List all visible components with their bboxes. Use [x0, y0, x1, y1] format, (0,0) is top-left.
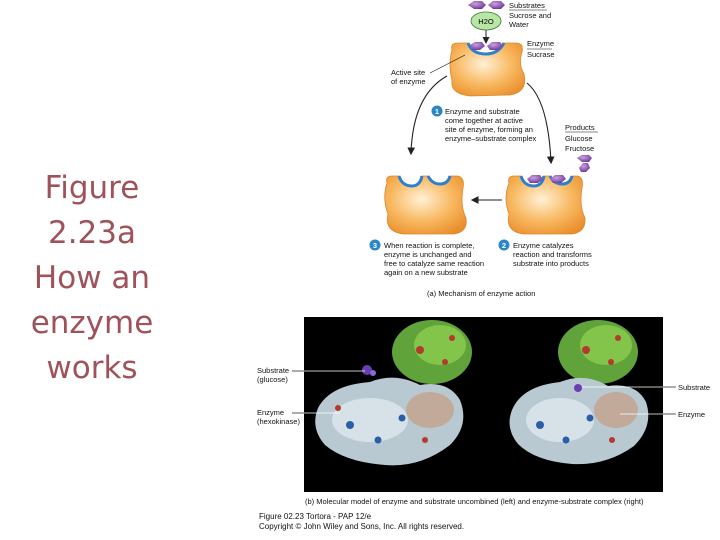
figure-credit	[259, 512, 464, 532]
active-site-label: Active site	[391, 68, 426, 77]
credit-line: Figure 02.23 Tortora - PAP 12/e	[259, 512, 372, 521]
substrate-label-right: Substrate	[678, 383, 711, 392]
substrates-line: Sucrose and	[509, 11, 552, 20]
step-text: substrate into products	[513, 259, 589, 268]
step-text: When reaction is complete,	[384, 241, 475, 250]
substrates-line: Water	[509, 20, 529, 29]
substrates-heading: Substrates	[509, 1, 545, 10]
enzyme-product-complex	[506, 175, 585, 234]
step-number: 2	[501, 241, 507, 250]
step-text: Enzyme and substrate	[445, 107, 520, 116]
slide-title-line: Figure	[44, 170, 140, 206]
step-text: enzyme–substrate complex	[445, 134, 537, 143]
panel-b-caption: (b) Molecular model of enzyme and substrate uncombined (left) and enzyme-substrate complex (right)	[305, 497, 644, 506]
substrates-icon	[468, 1, 505, 9]
products-line: Glucose	[565, 134, 593, 143]
water-label: H2O	[478, 17, 494, 26]
cycle-arrow	[411, 76, 447, 153]
step-text: enzyme is unchanged and	[384, 250, 472, 259]
products-line: Fructose	[565, 144, 595, 153]
slide-title-line: How an	[33, 260, 151, 296]
substrate-glucose-label: Substrate	[257, 366, 290, 375]
step-text: come together at active	[445, 116, 523, 125]
enzyme-label-right: Enzyme	[678, 410, 706, 419]
step-text: site of enzyme, forming an	[445, 125, 533, 134]
substrate-glucose-label: (glucose)	[257, 375, 288, 384]
products-icon	[577, 155, 592, 172]
slide-title-line: works	[46, 350, 138, 386]
step-number: 1	[434, 107, 440, 116]
enzyme-heading: Enzyme	[527, 39, 555, 48]
free-enzyme	[385, 176, 467, 234]
enzyme-name: Sucrase	[527, 50, 555, 59]
step-text: free to catalyze same reaction	[384, 259, 485, 268]
enzyme-substrate-complex	[450, 42, 525, 96]
active-site-label: of enzyme	[391, 77, 426, 86]
step-number: 3	[372, 241, 378, 250]
step-text: reaction and transforms	[513, 250, 592, 259]
enzyme-hexokinase-label: Enzyme	[257, 408, 285, 417]
panel-a-caption: (a) Mechanism of enzyme action	[427, 289, 536, 298]
step-text: again on a new substrate	[384, 268, 468, 277]
cycle-arrow	[527, 83, 551, 162]
enzyme-hexokinase-label: (hexokinase)	[257, 417, 300, 426]
credit-line: Copyright © John Wiley and Sons, Inc. All rights reserved.	[259, 522, 465, 531]
step-text: Enzyme catalyzes	[513, 241, 574, 250]
slide-title-line: 2.23a	[47, 215, 137, 251]
slide-title-line: enzyme	[30, 305, 154, 341]
products-heading: Products	[565, 123, 595, 132]
